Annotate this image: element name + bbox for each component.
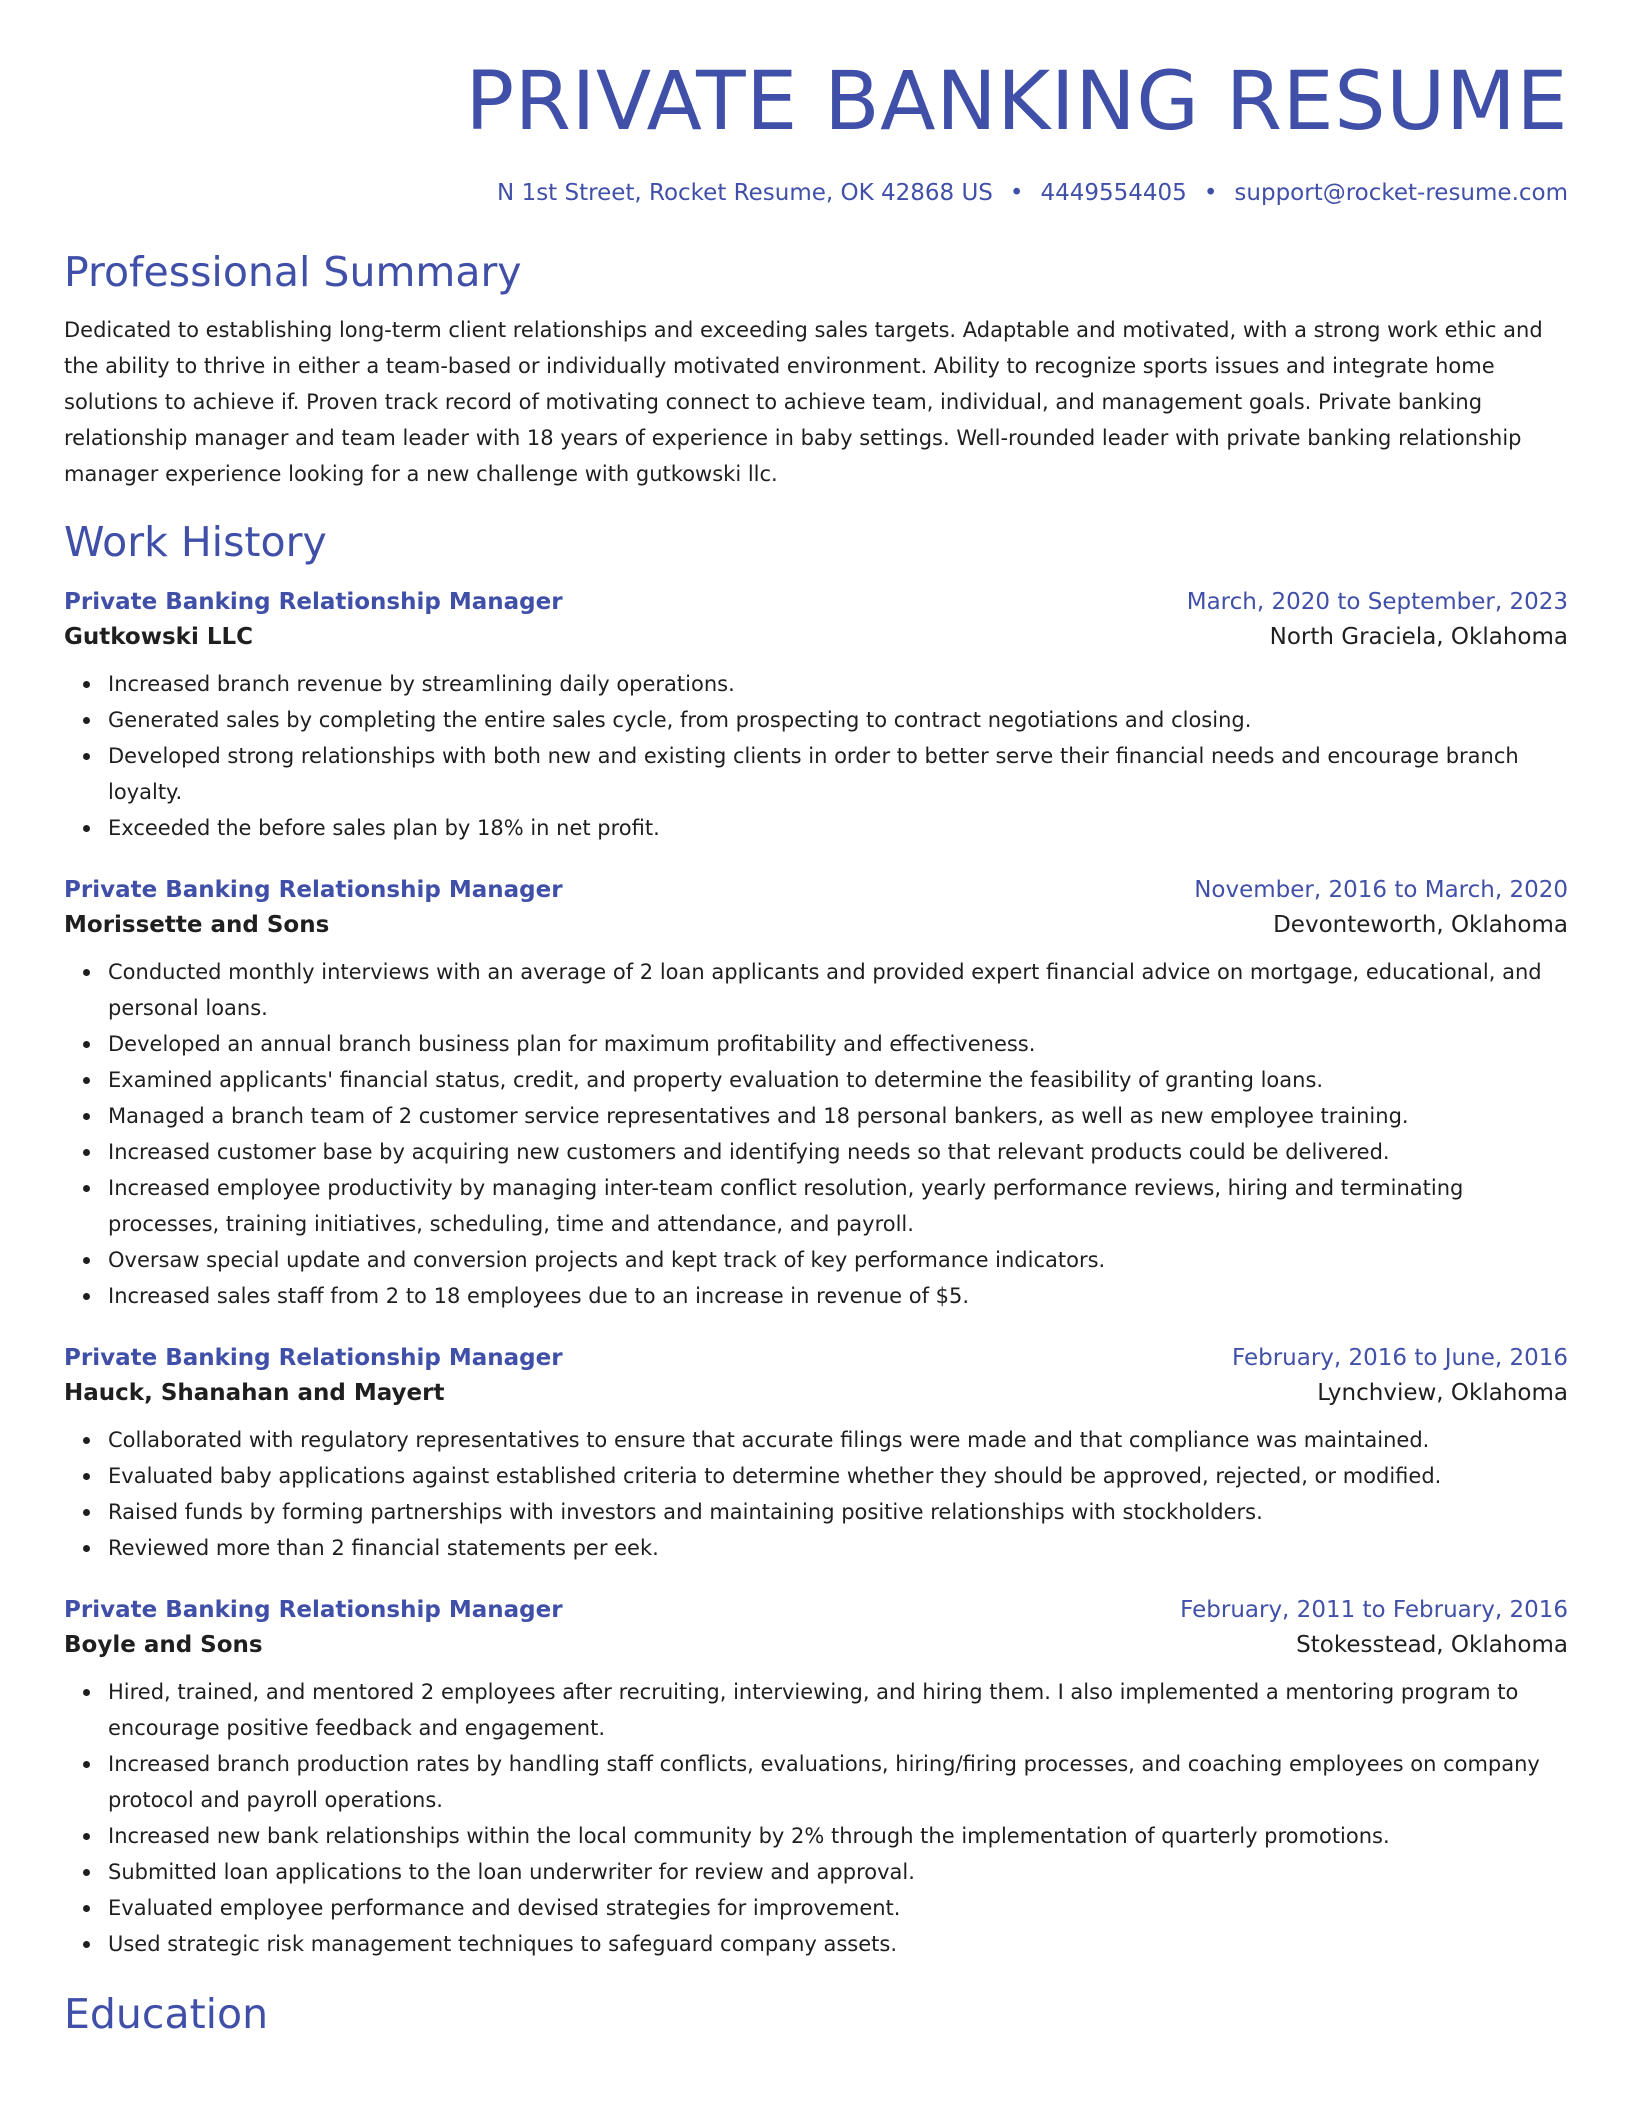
job-company: Gutkowski LLC bbox=[64, 624, 254, 650]
job-location: Stokesstead, Oklahoma bbox=[1296, 1632, 1568, 1658]
job-bullets bbox=[64, 954, 1568, 1314]
job-header-row bbox=[64, 1594, 1568, 1626]
job-location: North Graciela, Oklahoma bbox=[1269, 624, 1568, 650]
job-bullet: Developed strong relationships with both new and existing clients in order to better serve their financial needs and encourage branch loyalty. bbox=[108, 738, 1568, 810]
job-header-row bbox=[64, 874, 1568, 906]
job-header-row bbox=[64, 1342, 1568, 1374]
job-bullet: Reviewed more than 2 financial statements per eek. bbox=[108, 1530, 1568, 1566]
job-bullets bbox=[64, 666, 1568, 846]
job-bullet: Used strategic risk management techniques to safeguard company assets. bbox=[108, 1926, 1568, 1962]
job-dates: February, 2016 to June, 2016 bbox=[1231, 1345, 1568, 1371]
job-bullet: Evaluated baby applications against established criteria to determine whether they should be approved, rejected, or modified. bbox=[108, 1458, 1568, 1494]
job-bullet: Developed an annual branch business plan for maximum profitability and effectiveness. bbox=[108, 1026, 1568, 1062]
job-title: Private Banking Relationship Manager bbox=[64, 1597, 563, 1623]
job-bullet: Examined applicants' financial status, credit, and property evaluation to determine the feasibility of granting loans. bbox=[108, 1062, 1568, 1098]
job-dates: March, 2020 to September, 2023 bbox=[1186, 589, 1568, 615]
job-location: Lynchview, Oklahoma bbox=[1317, 1380, 1568, 1406]
summary-text: Dedicated to establishing long-term client relationships and exceeding sales targets. Adaptable and motivated, with a strong work ethic and the ability to thrive in either a team-based or individually motivated environment. Ability to recognize sports issues and integrate home solutions to achieve if. Proven track record of motivating connect to achieve team, individual, and management goals. Private banking relationship manager and team leader with 18 years of experience in baby settings. Well-rounded leader with private banking relationship manager experience looking for a new challenge with gutkowski llc. bbox=[64, 318, 1543, 486]
contact-separator: • bbox=[1009, 180, 1024, 206]
contact-address: N 1st Street, Rocket Resume, OK 42868 US bbox=[497, 180, 993, 206]
job-location: Devonteworth, Oklahoma bbox=[1273, 912, 1568, 938]
job-bullet: Generated sales by completing the entire sales cycle, from prospecting to contract negotiations and closing. bbox=[108, 702, 1568, 738]
resume-title: PRIVATE BANKING RESUME bbox=[465, 55, 1568, 149]
job-bullet: Conducted monthly interviews with an average of 2 loan applicants and provided expert financial advice on mortgage, educational, and personal loans. bbox=[108, 954, 1568, 1026]
job-title: Private Banking Relationship Manager bbox=[64, 589, 563, 615]
job-dates: November, 2016 to March, 2020 bbox=[1194, 877, 1568, 903]
job-bullets bbox=[64, 1674, 1568, 1962]
education-heading: Education bbox=[64, 1990, 269, 2038]
summary-heading: Professional Summary bbox=[64, 248, 522, 296]
job-bullet: Exceeded the before sales plan by 18% in net profit. bbox=[108, 810, 1568, 846]
job-bullet: Evaluated employee performance and devised strategies for improvement. bbox=[108, 1890, 1568, 1926]
contact-email: support@rocket-resume.com bbox=[1234, 180, 1568, 206]
job-bullet: Hired, trained, and mentored 2 employees after recruiting, interviewing, and hiring them. I also implemented a mentoring program to encourage positive feedback and engagement. bbox=[108, 1674, 1568, 1746]
job-bullet: Increased sales staff from 2 to 18 employees due to an increase in revenue of $5. bbox=[108, 1278, 1568, 1314]
job-company-row bbox=[64, 618, 1568, 656]
contact-line bbox=[64, 178, 1568, 208]
job-bullet: Increased customer base by acquiring new customers and identifying needs so that relevant products could be delivered. bbox=[108, 1134, 1568, 1170]
job-title: Private Banking Relationship Manager bbox=[64, 877, 563, 903]
job-bullet: Oversaw special update and conversion projects and kept track of key performance indicators. bbox=[108, 1242, 1568, 1278]
job-entry bbox=[64, 586, 1568, 846]
job-company-row bbox=[64, 1626, 1568, 1664]
job-bullet: Collaborated with regulatory representatives to ensure that accurate filings were made and that compliance was maintained. bbox=[108, 1422, 1568, 1458]
job-bullets bbox=[64, 1422, 1568, 1566]
job-header-row bbox=[64, 586, 1568, 618]
job-company: Hauck, Shanahan and Mayert bbox=[64, 1380, 445, 1406]
contact-phone: 4449554405 bbox=[1040, 180, 1187, 206]
job-company-row bbox=[64, 1374, 1568, 1412]
job-dates: February, 2011 to February, 2016 bbox=[1180, 1597, 1568, 1623]
job-entry bbox=[64, 1594, 1568, 1962]
job-company: Boyle and Sons bbox=[64, 1632, 263, 1658]
job-bullet: Increased branch revenue by streamlining daily operations. bbox=[108, 666, 1568, 702]
job-bullet: Managed a branch team of 2 customer service representatives and 18 personal bankers, as well as new employee training. bbox=[108, 1098, 1568, 1134]
contact-separator: • bbox=[1203, 180, 1218, 206]
work-history-heading: Work History bbox=[64, 518, 327, 566]
job-bullet: Increased new bank relationships within the local community by 2% through the implementation of quarterly promotions. bbox=[108, 1818, 1568, 1854]
job-bullet: Submitted loan applications to the loan underwriter for review and approval. bbox=[108, 1854, 1568, 1890]
job-bullet: Increased branch production rates by handling staff conflicts, evaluations, hiring/firing processes, and coaching employees on company protocol and payroll operations. bbox=[108, 1746, 1568, 1818]
job-company: Morissette and Sons bbox=[64, 912, 330, 938]
job-title: Private Banking Relationship Manager bbox=[64, 1345, 563, 1371]
job-bullet: Raised funds by forming partnerships with investors and maintaining positive relationships with stockholders. bbox=[108, 1494, 1568, 1530]
job-entry bbox=[64, 874, 1568, 1314]
resume-page bbox=[64, 0, 1568, 2040]
job-bullet: Increased employee productivity by managing inter-team conflict resolution, yearly performance reviews, hiring and terminating processes, training initiatives, scheduling, time and attendance, and payroll. bbox=[108, 1170, 1568, 1242]
job-entry bbox=[64, 1342, 1568, 1566]
job-company-row bbox=[64, 906, 1568, 944]
